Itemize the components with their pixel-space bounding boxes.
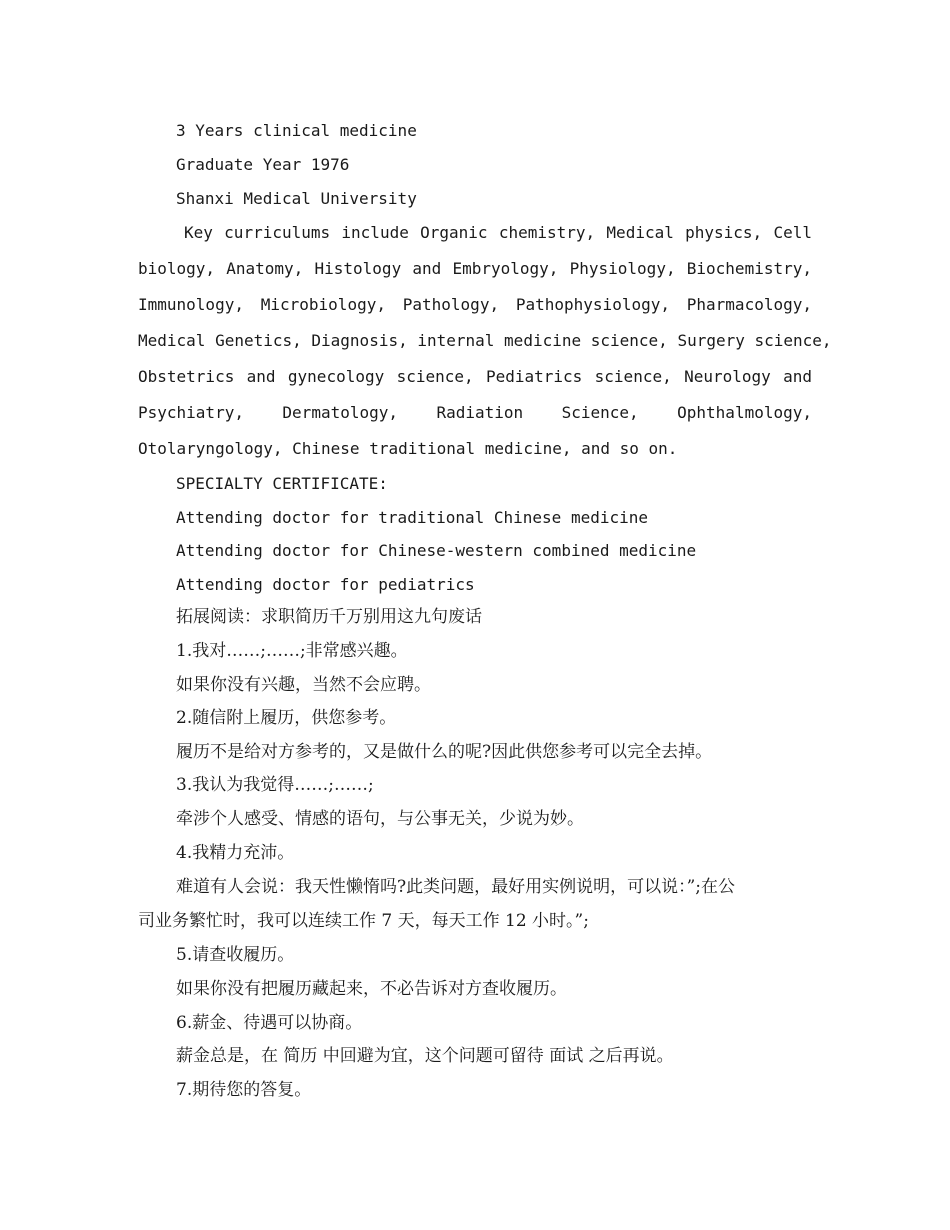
reading-line: 5.请查收履历。 — [176, 945, 295, 965]
curriculum-line: Key curriculums include Organic chemistry, Medical physics, Cell — [184, 223, 812, 242]
curriculum-line: Otolaryngology, Chinese traditional medicine, and so on. — [138, 439, 678, 458]
university-line: Shanxi Medical University — [176, 189, 417, 208]
curriculum-line: Psychiatry, Dermatology, Radiation Science, Ophthalmology, — [138, 403, 812, 422]
curriculum-line: Obstetrics and gynecology science, Pediatrics science, Neurology and — [138, 367, 812, 386]
reading-line: 3.我认为我觉得……;……; — [176, 775, 374, 795]
certificate-item: Attending doctor for Chinese-western combined medicine — [176, 541, 697, 560]
reading-line: 4.我精力充沛。 — [176, 843, 295, 863]
program-line: 3 Years clinical medicine — [176, 121, 417, 140]
curriculum-line: Immunology, Microbiology, Pathology, Pathophysiology, Pharmacology, — [138, 295, 812, 314]
reading-line: 薪金总是，在 简历 中回避为宜，这个问题可留待 面试 之后再说。 — [176, 1046, 674, 1066]
certificate-item: Attending doctor for traditional Chinese medicine — [176, 508, 649, 527]
reading-line: 1.我对……;……;非常感兴趣。 — [176, 641, 408, 661]
curriculum-line: Medical Genetics, Diagnosis, internal medicine science, Surgery science, — [138, 331, 832, 350]
certificate-heading: SPECIALTY CERTIFICATE: — [176, 474, 388, 493]
reading-heading: 拓展阅读：求职简历千万别用这九句废话 — [176, 607, 482, 627]
reading-line: 履历不是给对方参考的，又是做什么的呢?因此供您参考可以完全去掉。 — [176, 742, 713, 762]
graduate-year-line: Graduate Year 1976 — [176, 155, 350, 174]
curriculum-paragraph — [138, 223, 832, 475]
reading-paragraph-line: 司业务繁忙时，我可以连续工作 7 天，每天工作 12 小时。”; — [138, 911, 589, 931]
certificate-item: Attending doctor for pediatrics — [176, 575, 475, 594]
reading-line: 2.随信附上履历，供您参考。 — [176, 708, 397, 728]
reading-line: 6.薪金、待遇可以协商。 — [176, 1013, 363, 1033]
reading-line: 牵涉个人感受、情感的语句，与公事无关，少说为妙。 — [176, 809, 584, 829]
reading-paragraph-line: 难道有人会说：我天性懒惰吗?此类问题，最好用实例说明，可以说：”;在公 — [176, 877, 736, 897]
curriculum-line: biology, Anatomy, Histology and Embryology, Physiology, Biochemistry, — [138, 259, 812, 278]
reading-line: 如果你没有把履历藏起来，不必告诉对方查收履历。 — [176, 979, 567, 999]
reading-line: 如果你没有兴趣，当然不会应聘。 — [176, 675, 431, 695]
reading-paragraph — [138, 877, 812, 945]
reading-line: 7.期待您的答复。 — [176, 1080, 312, 1100]
